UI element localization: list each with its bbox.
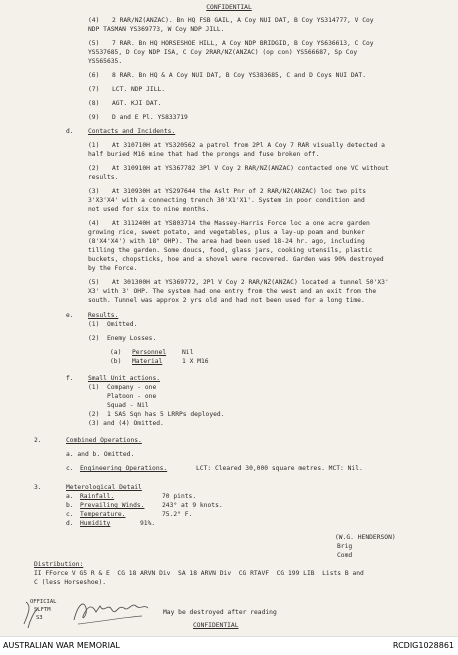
incident-line: south. Tunnel was approx 2 yrs old and had not been used for a long time. bbox=[88, 297, 365, 304]
combined-ops-text: LCT: Cleared 30,000 square metres. MCT: Nil. bbox=[196, 465, 363, 472]
small-unit-line: (3) and (4) Omitted. bbox=[88, 420, 164, 427]
unit-number: (9) bbox=[88, 114, 100, 121]
met-label: b. bbox=[66, 502, 74, 509]
distribution-line: C (less Horseshoe). bbox=[34, 579, 107, 586]
incident-number: (1) bbox=[88, 142, 100, 149]
incident-number: (2) bbox=[88, 165, 100, 172]
met-label: a. bbox=[66, 493, 74, 500]
met-key: Temperature. bbox=[80, 511, 126, 518]
incident-line: At 310910H at YS367782 3Pl V Coy 2 RAR/NZ(ANZAC) contacted one VC without bbox=[112, 165, 389, 172]
signatory-role: Comd bbox=[337, 552, 353, 559]
incident-number: (4) bbox=[88, 220, 100, 227]
unit-number: (7) bbox=[88, 86, 100, 93]
paragraph-number: 2. bbox=[34, 437, 42, 444]
distribution-line: II FForce V G5 R & E CG 18 ARVN Div SA 18 ARVN Div CG RTAVF CG 199 LIB Lists B and bbox=[34, 570, 364, 577]
met-key: Prevailing Winds. bbox=[80, 502, 145, 509]
unit-number: (6) bbox=[88, 72, 100, 79]
unit-number: (5) bbox=[88, 40, 100, 47]
section-title: Combined Operations. bbox=[66, 437, 142, 444]
section-title: Small Unit actions. bbox=[88, 375, 161, 382]
unit-line: D and E Pl. YS833719 bbox=[112, 114, 188, 121]
destroy-note: May be destroyed after reading bbox=[163, 609, 277, 616]
unit-line: 2 RAR/NZ(ANZAC). Bn HQ FSB GAIL, A Coy NUI DAT, B Coy YS314777, V Coy bbox=[112, 17, 374, 24]
incident-line: not used for six to nine months. bbox=[88, 206, 210, 213]
unit-line: NDP TASMAN YS369773, W Coy NDP JILL. bbox=[88, 26, 225, 33]
incident-line: growing rice, sweet potato, and vegetables, plus a lay-up poam and bunker bbox=[88, 229, 365, 236]
classification-header: CONFIDENTIAL bbox=[206, 4, 252, 11]
distribution-title: Distribution: bbox=[34, 561, 84, 568]
section-title: Contacts and Incidents. bbox=[88, 128, 176, 135]
unit-number: (4) bbox=[88, 17, 100, 24]
result-item: (1) Omitted. bbox=[88, 321, 138, 328]
incident-line: X3' with 3' OHP. The system had one entry from the west and an exit from the bbox=[88, 288, 377, 295]
incident-line: buckets, chopsticks, hoe and a shovel were recovered. Garden was 90% destroyed bbox=[88, 256, 384, 263]
paragraph-number: 3. bbox=[34, 484, 42, 491]
archive-footer bbox=[0, 636, 458, 655]
signatory-name: (W.G. HENDERSON) bbox=[335, 534, 396, 541]
met-value: 91%. bbox=[140, 520, 156, 527]
incident-line: 3'X3'X4' with a connecting trench 30'X1'X1'. System in poor condition and bbox=[88, 197, 365, 204]
section-letter: d. bbox=[66, 128, 74, 135]
section-title: Results. bbox=[88, 312, 119, 319]
met-key: Humidity bbox=[80, 520, 111, 527]
small-unit-line: Squad - Nil bbox=[88, 402, 149, 409]
stamp-line: OFFICIAL bbox=[30, 599, 57, 605]
unit-line: 7 RAR. Bn HQ HORSESHOE HILL, A Coy NDP BRIDGID, B Coy YS636613, C Coy bbox=[112, 40, 374, 47]
unit-line: 8 RAR. Bn HQ & A Coy NUI DAT, B Coy YS383685, C and D Coys NUI DAT. bbox=[112, 72, 367, 79]
combined-ops-title: Engineering Operations. bbox=[80, 465, 168, 472]
incident-line: half buried M16 mine that had the prongs and fuse broken off. bbox=[88, 151, 320, 158]
small-unit-line: (1) Company - one bbox=[88, 384, 157, 391]
record-id: RCDIG1028861 bbox=[392, 641, 454, 650]
combined-ops-line: a. and b. Omitted. bbox=[66, 451, 135, 458]
incident-line: results. bbox=[88, 174, 119, 181]
incident-line: by the Force. bbox=[88, 265, 138, 272]
handwritten-signature bbox=[18, 594, 178, 634]
incident-line: tilling the garden. Some doucs, food, glass jars, cooking utensils, plastic bbox=[88, 247, 373, 254]
unit-line: AGT. KJI DAT. bbox=[112, 100, 162, 107]
result-subkey: Material bbox=[132, 358, 163, 365]
section-letter: f. bbox=[66, 375, 74, 382]
result-subvalue: 1 X M16 bbox=[182, 358, 209, 365]
met-value: 70 pints. bbox=[162, 493, 197, 500]
unit-number: (8) bbox=[88, 100, 100, 107]
classification-footer: CONFIDENTIAL bbox=[193, 622, 239, 629]
met-key: Rainfall. bbox=[80, 493, 115, 500]
met-label: d. bbox=[66, 520, 74, 527]
unit-line: LCT. NDP JILL. bbox=[112, 86, 166, 93]
small-unit-line: Platoon - one bbox=[88, 393, 157, 400]
incident-line: At 311240H at YS803714 the Massey-Harris Force loc a one acre garden bbox=[112, 220, 370, 227]
combined-ops-label: c. bbox=[66, 465, 74, 472]
stamp-line: SLFTM bbox=[34, 607, 51, 613]
incident-line: At 310930H at YS297644 the Aslt Pnr of 2 RAR/NZ(ANZAC) loc two pits bbox=[112, 188, 367, 195]
unit-line: YS537685, D Coy NDP ISA, C Coy 2RAR/NZ(ANZAC) (op con) YS566687, Sp Coy bbox=[88, 49, 358, 56]
unit-line: YS565635. bbox=[88, 58, 123, 65]
section-letter: e. bbox=[66, 312, 74, 319]
incident-line: At 301300H at YS369772, 2Pl V Coy 2 RAR/NZ(ANZAC) located a tunnel 50'X3' bbox=[112, 279, 389, 286]
incident-number: (5) bbox=[88, 279, 100, 286]
result-subkey: Personnel bbox=[132, 349, 167, 356]
met-value: 75.2° F. bbox=[162, 511, 193, 518]
incident-line: (8'X4'X4') with 18" OHP). The area had been used 18-24 hr. ago, including bbox=[88, 238, 365, 245]
section-title: Meterological Detail bbox=[66, 484, 142, 491]
signatory-rank: Brig bbox=[337, 543, 353, 550]
incident-number: (3) bbox=[88, 188, 100, 195]
result-subvalue: Nil bbox=[182, 349, 194, 356]
incident-line: At 310710H at YS320562 a patrol from 2Pl A Coy 7 RAR visually detected a bbox=[112, 142, 385, 149]
archive-name: AUSTRALIAN WAR MEMORIAL bbox=[3, 641, 120, 650]
result-sublabel: (b) bbox=[110, 358, 122, 365]
met-value: 243° at 9 knots. bbox=[162, 502, 223, 509]
met-label: c. bbox=[66, 511, 74, 518]
result-sublabel: (a) bbox=[110, 349, 122, 356]
stamp-line: S3 bbox=[36, 615, 43, 621]
result-item: (2) Enemy Losses. bbox=[88, 335, 157, 342]
small-unit-line: (2) 1 SAS Sqn has 5 LRRPs deployed. bbox=[88, 411, 225, 418]
